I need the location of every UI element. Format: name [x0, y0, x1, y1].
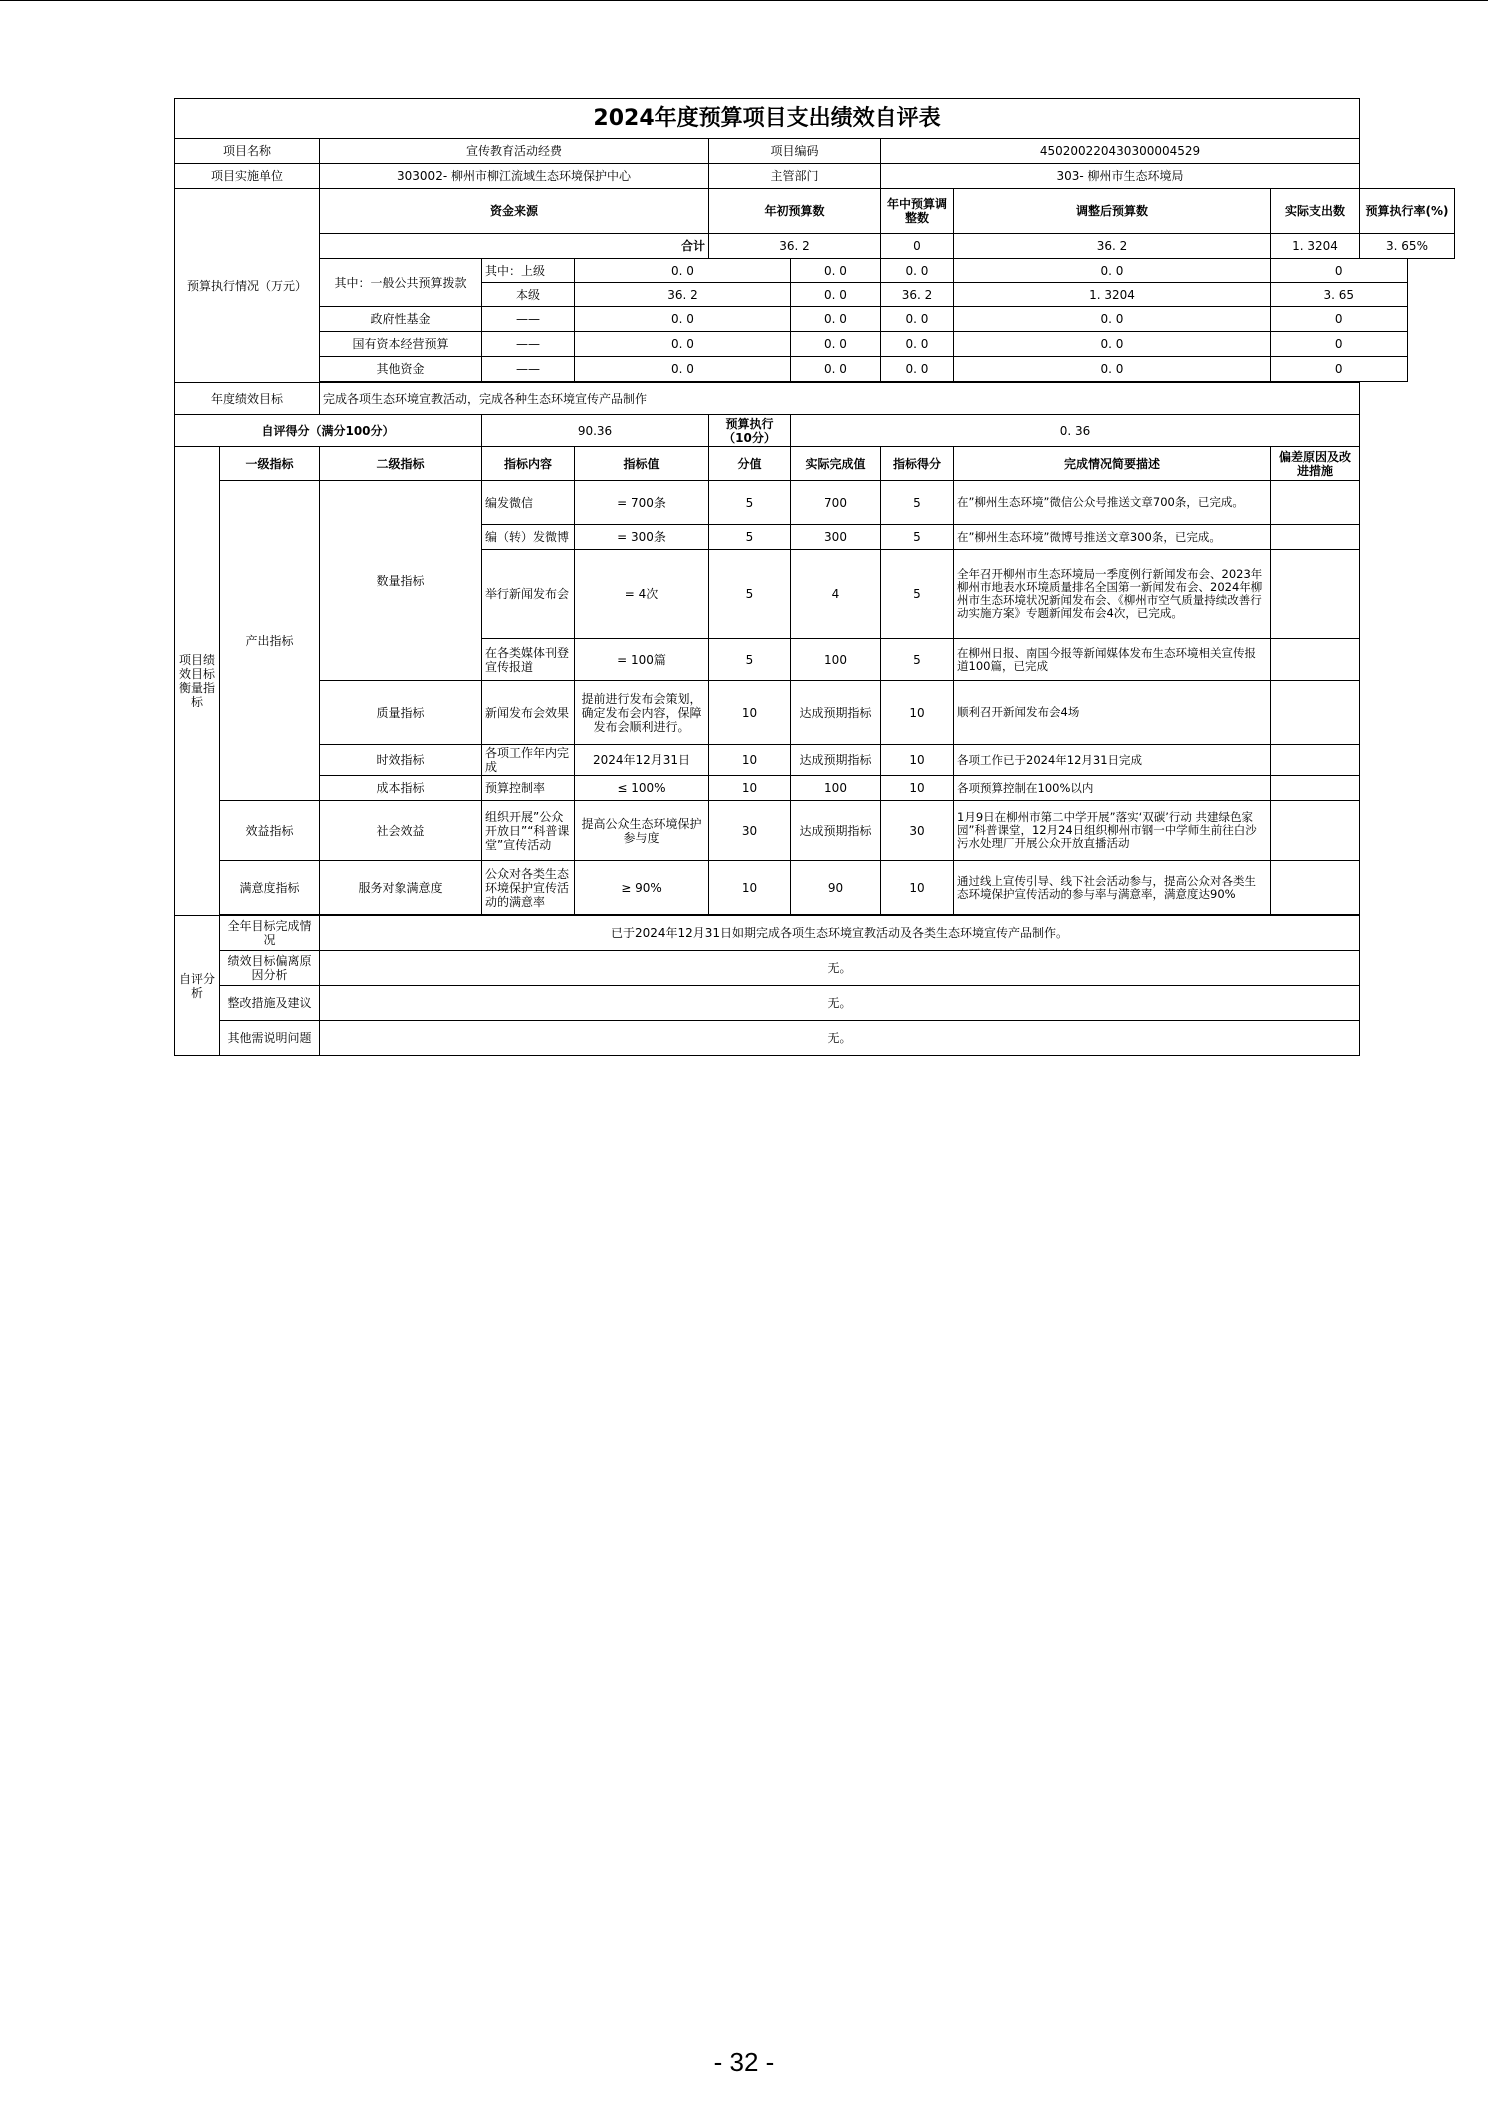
budget-exec-score-value: 0. 36 — [791, 415, 1360, 447]
budget-header-source: 资金来源 — [320, 189, 709, 234]
self-eval-item-label: 全年目标完成情况 — [220, 916, 320, 951]
indicator-desc: 顺利召开新闻发布会4场 — [954, 681, 1271, 745]
indicator-actual: 100 — [791, 776, 881, 801]
project-name: 宣传教育活动经费 — [320, 139, 709, 164]
indicator-actual: 达成预期指标 — [791, 745, 881, 776]
budget-header-adjust: 年中预算调整数 — [881, 189, 954, 234]
output-indicator-label: 产出指标 — [220, 481, 320, 801]
ind-header-level1: 一级指标 — [220, 447, 320, 481]
other-fund-dash: —— — [482, 357, 575, 382]
gov-fund-initial: 0. 0 — [575, 307, 791, 332]
indicator-points: 5 — [709, 639, 791, 681]
satisfaction-indicator-label: 满意度指标 — [220, 861, 320, 915]
indicator-value: = 100篇 — [575, 639, 709, 681]
ind-header-desc: 完成情况简要描述 — [954, 447, 1271, 481]
budget-upper-rate: 0 — [1271, 259, 1408, 283]
annual-goal-label: 年度绩效目标 — [175, 383, 320, 415]
state-capital-label: 国有资本经营预算 — [320, 332, 482, 357]
budget-local-actual: 1. 3204 — [954, 283, 1271, 307]
indicator-points: 5 — [709, 525, 791, 550]
self-eval-item-text: 已于2024年12月31日如期完成各项生态环境宣教活动及各类生态环境宣传产品制作。 — [320, 916, 1360, 951]
indicator-points: 10 — [709, 681, 791, 745]
indicator-desc: 1月9日在柳州市第二中学开展”落实‘双碳’行动 共建绿色家园”科普课堂，12月24日组织柳州市钢一中学师生前往白沙污水处理厂开展公众开放直播活动 — [954, 801, 1271, 861]
other-fund-adjust: 0. 0 — [791, 357, 881, 382]
page-title: 2024年度预算项目支出绩效自评表 — [175, 99, 1360, 139]
performance-evaluation-sheet — [174, 98, 1455, 1056]
budget-local-adjusted: 36. 2 — [881, 283, 954, 307]
ind-header-content: 指标内容 — [482, 447, 575, 481]
indicator-deviation — [1271, 481, 1360, 525]
indicator-desc: 全年召开柳州市生态环境局一季度例行新闻发布会、2023年柳州市地表水环境质量排名全国第一新闻发布会、2024年柳州市生态环境状况新闻发布会、《柳州市空气质量持续改善行动实施方案》专题新闻发布会4次，已完成。 — [954, 550, 1271, 639]
indicator-deviation — [1271, 681, 1360, 745]
indicator-score: 5 — [881, 525, 954, 550]
indicator-content: 公众对各类生态环境保护宣传活动的满意率 — [482, 861, 575, 915]
indicator-actual: 达成预期指标 — [791, 801, 881, 861]
indicator-points: 10 — [709, 861, 791, 915]
budget-upper-initial: 0. 0 — [575, 259, 791, 283]
indicator-content: 编发微信 — [482, 481, 575, 525]
indicator-points: 5 — [709, 550, 791, 639]
indicator-deviation — [1271, 776, 1360, 801]
service-satisfaction-label: 服务对象满意度 — [320, 861, 482, 915]
budget-header-rate: 预算执行率(%) — [1360, 189, 1455, 234]
indicator-desc: 各项工作已于2024年12月31日完成 — [954, 745, 1271, 776]
indicator-score: 5 — [881, 550, 954, 639]
budget-total-actual: 1. 3204 — [1271, 234, 1360, 259]
quality-indicator-label: 质量指标 — [320, 681, 482, 745]
budget-total-initial: 36. 2 — [709, 234, 881, 259]
gov-fund-adjust: 0. 0 — [791, 307, 881, 332]
project-code: 450200220430300004529 — [881, 139, 1360, 164]
gov-fund-actual: 0. 0 — [954, 307, 1271, 332]
indicator-content: 在各类媒体刊登宣传报道 — [482, 639, 575, 681]
ind-header-value: 指标值 — [575, 447, 709, 481]
budget-total-label: 合计 — [320, 234, 709, 259]
indicator-deviation — [1271, 745, 1360, 776]
indicator-value: 提前进行发布会策划，确定发布会内容，保障发布会顺利进行。 — [575, 681, 709, 745]
budget-total-rate: 3. 65% — [1360, 234, 1455, 259]
indicator-points: 10 — [709, 776, 791, 801]
budget-header-initial: 年初预算数 — [709, 189, 881, 234]
indicator-content: 组织开展”公众开放日”“科普课堂”宣传活动 — [482, 801, 575, 861]
indicator-content: 预算控制率 — [482, 776, 575, 801]
ind-header-actual: 实际完成值 — [791, 447, 881, 481]
indicator-score: 10 — [881, 861, 954, 915]
cost-indicator-label: 成本指标 — [320, 776, 482, 801]
indicator-content: 新闻发布会效果 — [482, 681, 575, 745]
state-capital-adjusted: 0. 0 — [881, 332, 954, 357]
indicators-section-label: 项目绩效目标衡量指标 — [175, 447, 220, 916]
indicator-score: 5 — [881, 639, 954, 681]
budget-local-label: 本级 — [482, 283, 575, 307]
indicator-content: 编（转）发微博 — [482, 525, 575, 550]
other-fund-actual: 0. 0 — [954, 357, 1271, 382]
indicator-deviation — [1271, 861, 1360, 915]
other-fund-initial: 0. 0 — [575, 357, 791, 382]
project-name-label: 项目名称 — [175, 139, 320, 164]
indicator-value: 提高公众生态环境保护参与度 — [575, 801, 709, 861]
self-eval-item-label: 绩效目标偏离原因分析 — [220, 951, 320, 986]
budget-upper-adjusted: 0. 0 — [881, 259, 954, 283]
other-fund-adjusted: 0. 0 — [881, 357, 954, 382]
indicator-actual: 达成预期指标 — [791, 681, 881, 745]
indicator-value: = 700条 — [575, 481, 709, 525]
state-capital-rate: 0 — [1271, 332, 1408, 357]
budget-upper-adjust: 0. 0 — [791, 259, 881, 283]
self-eval-item-label: 整改措施及建议 — [220, 986, 320, 1021]
gov-fund-adjusted: 0. 0 — [881, 307, 954, 332]
indicator-actual: 4 — [791, 550, 881, 639]
indicator-desc: 在柳州日报、南国今报等新闻媒体发布生态环境相关宣传报道100篇，已完成 — [954, 639, 1271, 681]
indicator-points: 5 — [709, 481, 791, 525]
ind-header-points: 分值 — [709, 447, 791, 481]
budget-local-initial: 36. 2 — [575, 283, 791, 307]
indicator-actual: 700 — [791, 481, 881, 525]
self-score-value: 90.36 — [482, 415, 709, 447]
budget-local-rate: 3. 65 — [1271, 283, 1408, 307]
indicator-score: 10 — [881, 745, 954, 776]
ind-header-level2: 二级指标 — [320, 447, 482, 481]
budget-upper-label: 其中：上级 — [482, 259, 575, 283]
indicator-desc: 在”柳州生态环境”微博号推送文章300条，已完成。 — [954, 525, 1271, 550]
budget-total-adjust: 0 — [881, 234, 954, 259]
indicator-content: 各项工作年内完成 — [482, 745, 575, 776]
dept-label: 主管部门 — [709, 164, 881, 189]
indicator-value: = 300条 — [575, 525, 709, 550]
indicator-value: ≤ 100% — [575, 776, 709, 801]
top-border-line — [0, 0, 1488, 1]
indicator-score: 10 — [881, 681, 954, 745]
quantity-indicator-label: 数量指标 — [320, 481, 482, 681]
indicator-actual: 300 — [791, 525, 881, 550]
page-number: - 32 - — [713, 2047, 775, 2077]
indicator-deviation — [1271, 639, 1360, 681]
indicator-desc: 通过线上宣传引导、线下社会活动参与，提高公众对各类生态环境保护宣传活动的参与率与满意率，满意度达90% — [954, 861, 1271, 915]
general-budget-label: 其中：一般公共预算拨款 — [320, 259, 482, 307]
indicator-points: 30 — [709, 801, 791, 861]
budget-header-adjusted: 调整后预算数 — [954, 189, 1271, 234]
state-capital-adjust: 0. 0 — [791, 332, 881, 357]
self-eval-item-label: 其他需说明问题 — [220, 1021, 320, 1056]
other-fund-rate: 0 — [1271, 357, 1408, 382]
indicator-score: 5 — [881, 481, 954, 525]
budget-header-actual: 实际支出数 — [1271, 189, 1360, 234]
indicator-deviation — [1271, 550, 1360, 639]
unit-label: 项目实施单位 — [175, 164, 320, 189]
indicator-actual: 90 — [791, 861, 881, 915]
budget-local-adjust: 0. 0 — [791, 283, 881, 307]
budget-section-label: 预算执行情况（万元） — [175, 189, 320, 383]
indicator-points: 10 — [709, 745, 791, 776]
indicator-content: 举行新闻发布会 — [482, 550, 575, 639]
unit-name: 303002- 柳州市柳江流域生态环境保护中心 — [320, 164, 709, 189]
indicator-actual: 100 — [791, 639, 881, 681]
state-capital-actual: 0. 0 — [954, 332, 1271, 357]
indicator-desc: 各项预算控制在100%以内 — [954, 776, 1271, 801]
gov-fund-rate: 0 — [1271, 307, 1408, 332]
evaluation-table — [174, 98, 1455, 1056]
indicator-desc: 在”柳州生态环境”微信公众号推送文章700条，已完成。 — [954, 481, 1271, 525]
indicator-value: 2024年12月31日 — [575, 745, 709, 776]
gov-fund-dash: —— — [482, 307, 575, 332]
benefit-indicator-label: 效益指标 — [220, 801, 320, 861]
self-score-label: 自评得分（满分100分） — [175, 415, 482, 447]
project-code-label: 项目编码 — [709, 139, 881, 164]
indicator-score: 10 — [881, 776, 954, 801]
budget-exec-score-label: 预算执行（10分） — [709, 415, 791, 447]
ind-header-score: 指标得分 — [881, 447, 954, 481]
self-eval-item-text: 无。 — [320, 986, 1360, 1021]
indicator-deviation — [1271, 525, 1360, 550]
self-eval-item-text: 无。 — [320, 951, 1360, 986]
budget-upper-actual: 0. 0 — [954, 259, 1271, 283]
state-capital-initial: 0. 0 — [575, 332, 791, 357]
indicator-deviation — [1271, 801, 1360, 861]
self-eval-label: 自评分析 — [175, 916, 220, 1056]
other-fund-label: 其他资金 — [320, 357, 482, 382]
social-benefit-label: 社会效益 — [320, 801, 482, 861]
dept-name: 303- 柳州市生态环境局 — [881, 164, 1360, 189]
timeliness-indicator-label: 时效指标 — [320, 745, 482, 776]
state-capital-dash: —— — [482, 332, 575, 357]
gov-fund-label: 政府性基金 — [320, 307, 482, 332]
ind-header-deviation: 偏差原因及改进措施 — [1271, 447, 1360, 481]
self-eval-item-text: 无。 — [320, 1021, 1360, 1056]
annual-goal-text: 完成各项生态环境宣教活动，完成各种生态环境宣传产品制作 — [320, 383, 1360, 415]
indicator-score: 30 — [881, 801, 954, 861]
indicator-value: ≥ 90% — [575, 861, 709, 915]
budget-total-adjusted: 36. 2 — [954, 234, 1271, 259]
indicator-value: = 4次 — [575, 550, 709, 639]
